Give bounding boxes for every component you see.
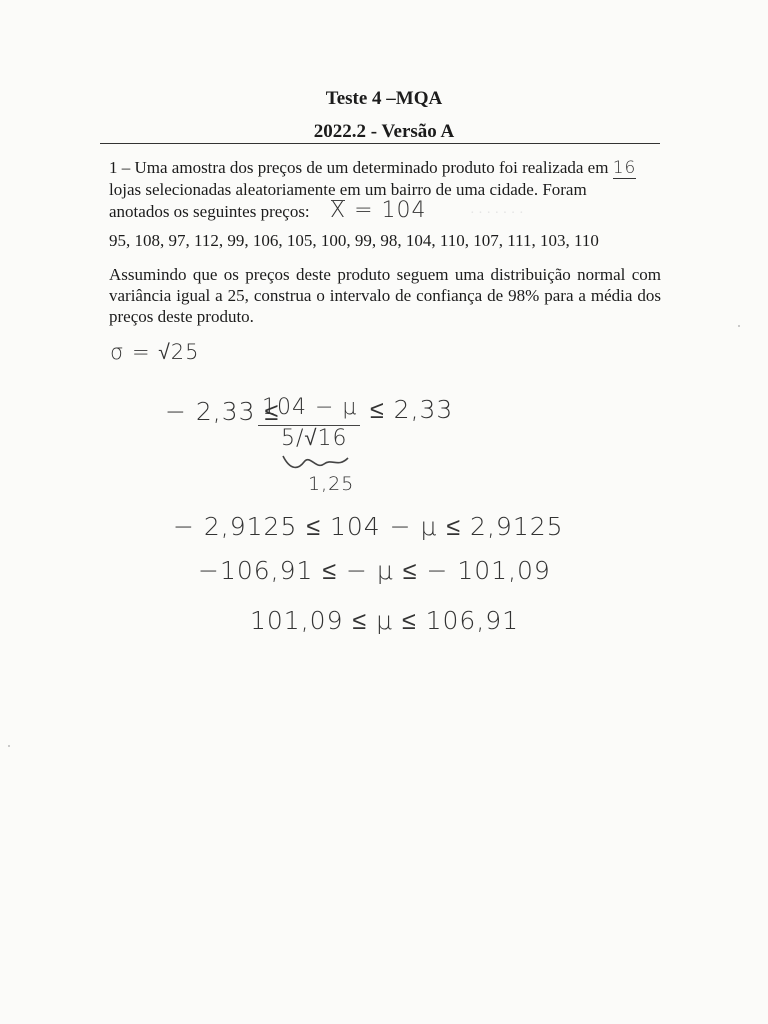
step1-numerator: 104 − μ — [262, 395, 358, 420]
xbar-annotation — [330, 198, 426, 223]
sigma-annotation: σ = √25 — [110, 340, 200, 364]
step1-left: − 2,33 ≤ — [165, 397, 280, 426]
question-line-3: anotados os seguintes preços: — [109, 202, 310, 221]
faint-bleed-through: · · · · · · · — [470, 206, 524, 221]
step1-under-value: 1,25 — [308, 473, 355, 495]
step1-denominator: 5/√16 — [281, 426, 348, 451]
step1-right: ≤ 2,33 — [370, 395, 454, 424]
step4-final-interval: 101,09 ≤ μ ≤ 106,91 — [250, 606, 520, 635]
page-subtitle: 2022.2 - Versão A — [313, 121, 455, 142]
question-paragraph-2: Assumindo que os preços deste produto seguem uma distribuição normal com variância igual a 25, construa o intervalo de confiança de 98% para a média dos preços deste produto. — [109, 265, 661, 326]
scan-speck — [8, 745, 10, 747]
scan-speck — [738, 325, 740, 327]
page-title: Teste 4 –MQA — [325, 88, 443, 109]
step2: − 2,9125 ≤ 104 − μ ≤ 2,9125 — [173, 512, 564, 541]
xbar-overline — [331, 200, 345, 201]
step3: −106,91 ≤ − μ ≤ − 101,09 — [198, 556, 551, 585]
header-divider — [100, 143, 660, 144]
xbar-text: X = 104 — [330, 198, 427, 223]
question-intro-text: 1 – Uma amostra dos preços de um determinado produto foi realizada em — [109, 158, 613, 177]
sample-size-handwritten: 16 — [612, 158, 637, 178]
price-data: 95, 108, 97, 112, 99, 106, 105, 100, 99, 98, 104, 110, 107, 111, 103, 110 — [109, 231, 599, 250]
question-line-2: lojas selecionadas aleatoriamente em um bairro de uma cidade. Foram — [109, 180, 587, 199]
question-line-1 — [109, 157, 661, 179]
underbrace-squiggle — [280, 452, 352, 472]
